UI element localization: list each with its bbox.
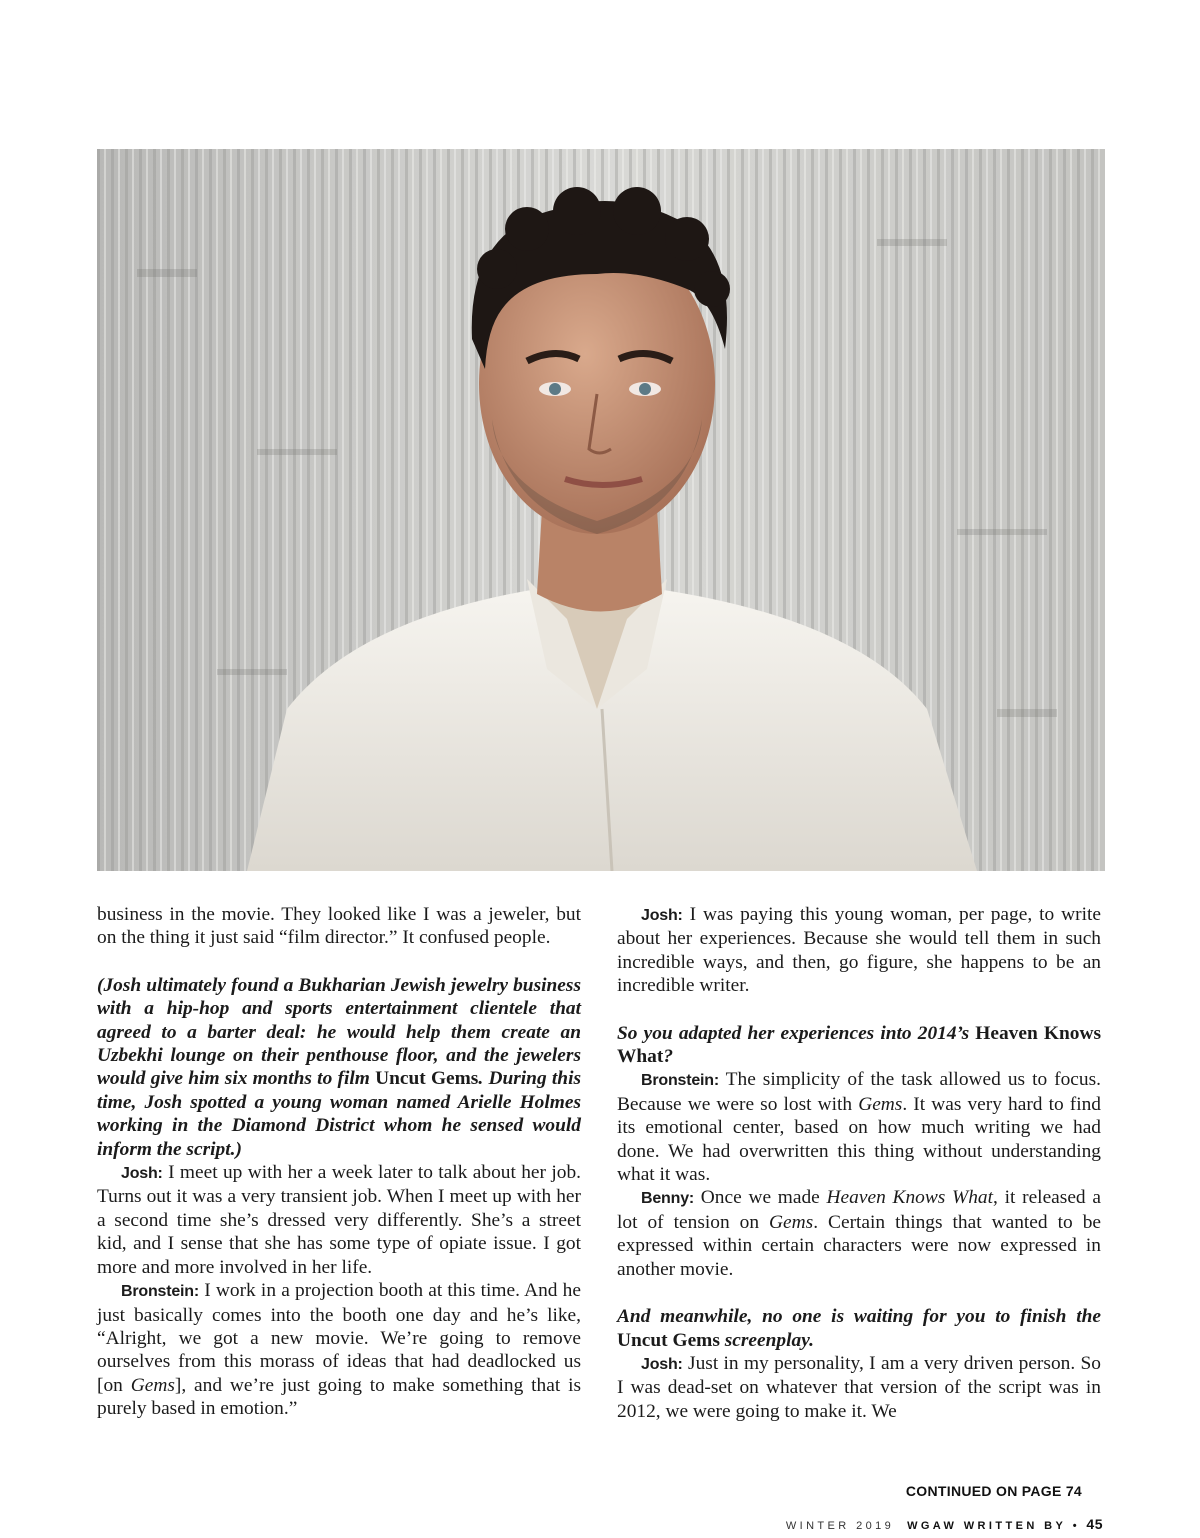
answer-paragraph: Bronstein: The simplicity of the task allowed us to focus. Because we were so lost with Gems. It was very hard to find its emotional center, based on how much writing we had done. We had overwritten this thing without understanding what it was.	[617, 1069, 1101, 1186]
answer-paragraph: Josh: Just in my personality, I am a very driven person. So I was dead-set on whatever that version of the script was in 2012, we were going to make it. We	[617, 1352, 1101, 1422]
interview-question: So you adapted her experiences into 2014’s Heaven Knows What?	[617, 1022, 1101, 1068]
portrait-photo	[97, 149, 1105, 871]
page-number: 45	[1086, 1516, 1103, 1532]
answer-paragraph: Bronstein: I work in a projection booth at this time. And he just basically comes into the booth one day and he’s like, “Alright, we got a new movie. We’re going to remove ourselves from this morass of ideas that had deadlocked us [on Gems], and we’re just going to make something that is purely based in emotion.”	[97, 1280, 581, 1420]
answer-paragraph: Josh: I was paying this young woman, per page, to write about her experiences. Because she would tell them in such incredible ways, and then, go figure, she happens to be an incredible writer.	[617, 904, 1101, 997]
speaker-label: Benny:	[641, 1190, 695, 1208]
film-title: Uncut Gems	[617, 1329, 720, 1351]
film-title: Uncut Gems	[375, 1068, 479, 1090]
speaker-label: Bronstein:	[641, 1072, 720, 1090]
paragraph: business in the movie. They looked like I was a jeweler, but on the thing it just said “film director.” It confused people.	[97, 904, 581, 949]
speaker-label: Josh:	[641, 1355, 683, 1373]
interview-question: And meanwhile, no one is waiting for you to finish the Uncut Gems screenplay.	[617, 1306, 1101, 1351]
answer-paragraph: Benny: Once we made Heaven Knows What, it released a lot of tension on Gems. Certain things that wanted to be expressed within certain characters were now expressed in another movie.	[617, 1187, 1101, 1280]
speaker-label: Bronstein:	[121, 1283, 200, 1301]
answer-paragraph: Josh: I meet up with her a week later to talk about her job. Turns out it was a very transient job. When I meet up with her a second time she’s dressed very differently. She’s a street kid, and I sense that she has some type of opiate issue. I got more and more involved in her life.	[97, 1162, 581, 1278]
speaker-label: Josh:	[121, 1165, 163, 1183]
footer-bullet: •	[1072, 1520, 1080, 1532]
continued-jump-line: CONTINUED ON PAGE 74	[905, 1483, 1082, 1499]
speaker-label: Josh:	[641, 907, 683, 924]
interviewer-note: (Josh ultimately found a Bukharian Jewish jewelry business with a hip-hop and sports entertainment clientele that agreed to a barter deal: he would help them create an Uzbekhi lounge on their penthouse floor, and the jewelers would give him six months to film Uncut Gems. During this time, Josh spotted a young woman named Arielle Holmes working in the Diamond District whom he sensed would inform the script.)	[97, 974, 582, 1160]
page-footer	[786, 1516, 1103, 1532]
magazine-name: WGAW WRITTEN BY	[907, 1520, 1067, 1532]
film-title: Heaven Knows What	[617, 1022, 1101, 1068]
issue-date: WINTER 2019	[785, 1520, 895, 1532]
article-column-right	[617, 903, 1101, 1423]
article-column-left	[97, 903, 581, 1421]
